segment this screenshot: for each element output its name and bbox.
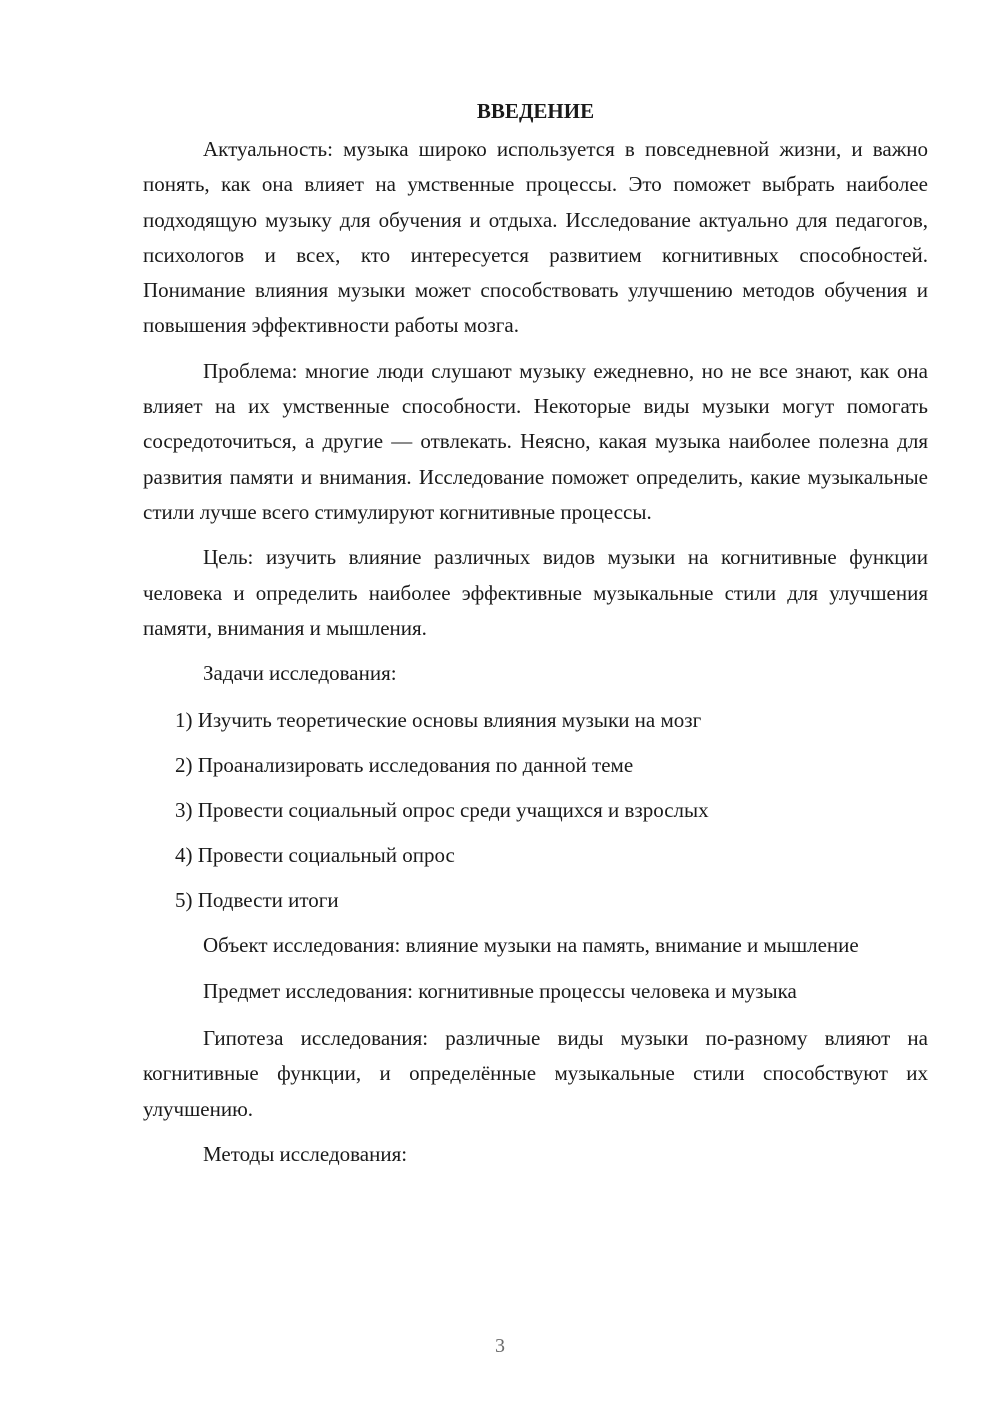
subject-paragraph: Предмет исследования: когнитивные процессы человека и музыка <box>203 978 797 1003</box>
list-item: 5) Подвести итоги <box>175 888 339 913</box>
problem-paragraph: Проблема: многие люди слушают музыку ежедневно, но не все знают, как она влияет на их умственные способности. Некоторые виды музыки могут помогать сосредоточиться, а другие — отвлекать. Неясно, какая музыка наиболее полезна для развития памяти и внимания. Исследование поможет определить, какие музыкальные стили лучше всего стимулируют когнитивные процессы. <box>143 358 928 524</box>
hypothesis-paragraph: Гипотеза исследования: различные виды музыки по-разному влияют на когнитивные функции, и определённые музыкальные стили способствуют их улучшению. <box>143 1026 928 1121</box>
section-title: ВВЕДЕНИЕ <box>476 99 595 123</box>
object-paragraph: Объект исследования: влияние музыки на память, внимание и мышление <box>203 933 859 958</box>
list-item: 3) Провести социальный опрос среди учащихся и взрослых <box>175 798 709 823</box>
list-item: 2) Проанализировать исследования по данной теме <box>175 753 634 778</box>
goal-paragraph: Цель: изучить влияние различных видов музыки на когнитивные функции человека и определить наиболее эффективные музыкальные стили для улучшения памяти, внимания и мышления. <box>143 545 928 640</box>
tasks-list <box>143 703 928 918</box>
methods-heading: Методы исследования: <box>203 1141 408 1166</box>
tasks-heading: Задачи исследования: <box>203 661 397 686</box>
relevance-paragraph: Актуальность: музыка широко используется в повседневной жизни, и важно понять, как она влияет на умственные процессы. Это поможет выбрать наиболее подходящую музыку для обучения и отдыха. Исследование актуально для педагогов, психологов и всех, кто интересуется развитием когнитивных способностей. Понимание влияния музыки может способствовать улучшению методов обучения и повышения эффективности работы мозга. <box>143 137 928 338</box>
list-item: 1) Изучить теоретические основы влияния музыки на мозг <box>175 708 702 733</box>
document-page <box>143 96 928 1184</box>
list-item: 4) Провести социальный опрос <box>175 843 455 868</box>
page-number: 3 <box>495 1335 505 1357</box>
